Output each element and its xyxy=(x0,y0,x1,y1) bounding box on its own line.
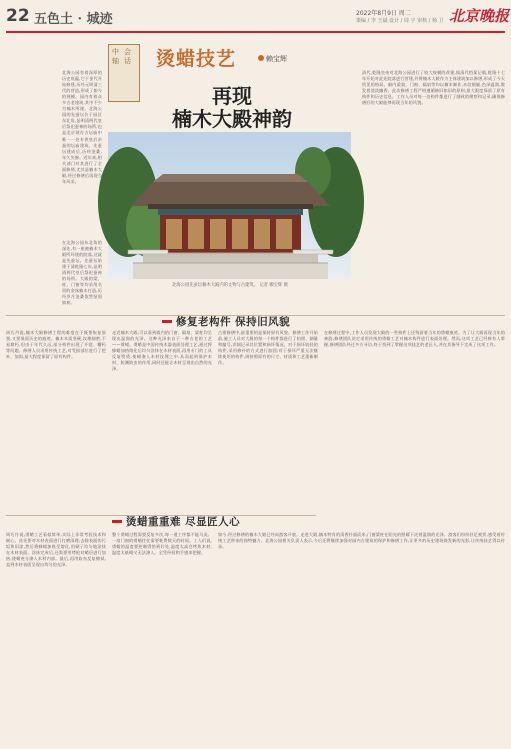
column-g-text: 周巧丹说,烫蜡工艺看似简单,实际上非常考验技术和耐心。首先要对木材表面进行打磨清理,去除表面的污垢和旧漆,然后将蜂蜡加热至熔化,用刷子均匀地涂抹在木材表面。涂抹完成后,还需要用烤枪对蜡层进行加热,使蜡充分渗入木材内部。最后,再用软布反复擦拭,直到木材表面呈现出均匀的光泽。 xyxy=(6,532,106,568)
page-number: 22 xyxy=(6,6,30,26)
column-b-text: 在北海公园东北角的深处,有一座被楠木大殿所环绕的院落,这就是先蚕坛。先蚕坛始建于清乾隆七年,是明清两代皇后祭祀蚕神的场所。大殿的梁、柱、门窗等均采用名贵的金丝楠木打造,历经岁月沧桑依然坚固如初。 xyxy=(62,240,102,306)
column-tag-line1: 中轴 xyxy=(112,48,119,65)
headline-line2: 楠木大殿神韵 xyxy=(172,107,292,131)
column-c-text: 周巧丹说,楠木大殿修缮工程的难度在于既要恢复原貌,又要保留历史的痕迹。楠木木质坚硬,纹理细密,不易腐朽,但由于年代久远,部分构件出现了开裂、糟朽等问题。修缮人员采用传统工艺,对受损部位进行了挖补、加固,最大程度保留了原有构件。 xyxy=(6,330,106,360)
article-column-i xyxy=(218,532,505,744)
column-i-text: 如今,经过修缮的楠木大殿已经向游客开放。走进大殿,楠木特有的清香扑面而来,门窗梁柱在阳光的照耀下泛着温润的光泽。游客们纷纷驻足观赏,感受着传统工艺带来的独特魅力。北海公园相关负责人表示,今后还将继续加强对园内古建筑的保护和修缮工作,让更多的历史建筑焕发新的光彩,让传统技艺得以传承。 xyxy=(218,532,505,550)
reporter-icon xyxy=(258,55,264,61)
article-column-d xyxy=(112,330,212,500)
article-column-a xyxy=(62,70,102,240)
header-rule xyxy=(6,31,505,33)
column-tag-line2: 会话 xyxy=(124,48,131,65)
headline-line1: 再现 xyxy=(212,84,252,108)
temple-hall-illustration xyxy=(108,132,351,279)
column-d-text: 走近楠木大殿,可以看到殿内的门窗、隔扇、梁柱均呈现出温润的光泽。这种光泽来自于一种古老的工艺——烫蜡。烫蜡是中国传统木器表面处理工艺,通过将蜂蜡加热熔化后均匀涂抹在木材表面,再用专门的工具反复熨烫,使蜡渗入木材纹理之中,从而起到保护木材、防潮防虫的作用,同时还能让木材呈现出自然的光泽。 xyxy=(112,330,212,372)
article-column-e xyxy=(218,330,318,500)
article-column-h xyxy=(112,532,212,744)
staff-line: 策编 / 李 王斌 设计 / 周 宇 审核 / 杨 卫 xyxy=(356,18,444,24)
section-title: 五色土 · 城迹 xyxy=(34,12,113,27)
reporter-name: 赖宝辉 xyxy=(266,55,287,63)
column-right-text: 清代,乾隆皇帝对北海公园进行了较大规模的改建,据清代档案记载,乾隆十七年开始对此处院落进行营建,并将楠木大殿作为主体建筑加以修缮,形成了今天所见的格局。殿内梁架、门窗、隔扇等均以楠木制作,木纹细腻,色泽温润,散发着淡淡幽香。此次修缮工程严格遵循修旧如旧的原则,最大限度保留了原有构件和历史信息。工作人员对每一处构件都进行了细致的勘察和记录,确保修缮后的大殿能够再现当年的风貌。 xyxy=(362,70,505,106)
date-line: 2022年8月9日 周二 xyxy=(356,10,411,17)
article-column-f xyxy=(324,330,505,500)
article-column-c xyxy=(6,330,106,500)
page-header xyxy=(0,0,511,34)
article-column-right xyxy=(362,70,505,298)
subhead-2: 烫蜡重重难 尽显匠人心 xyxy=(126,516,241,528)
column-h-text: 整个烫蜡过程需要反复多次,每一道工序都不能马虎。一扇门窗的烫蜡往往需要耗费数天的时间。工人们说,烫蜡的温度要控制得恰到好处,温度太高会烤焦木材,温度太低蜡又无法渗入。全凭经验和手感来把握。 xyxy=(112,532,212,556)
article-column-g xyxy=(6,532,106,744)
column-e-text: 古建修缮中,最重要的是保持原有风貌。修缮工作开始前,施工人员对大殿的每一个构件都进行了拍照、测量和编号,详细记录其位置和损坏情况。对于损坏较轻的构件,采用修补的方式进行加固;对于损坏严重无法继续使用的构件,则按照原有的尺寸、材质和工艺重新制作。 xyxy=(218,330,318,366)
subhead-1: 修复老构件 保持旧风貌 xyxy=(176,316,291,328)
feature-kicker: 烫蜡技艺 xyxy=(156,48,237,70)
article-column-b xyxy=(62,240,102,306)
photo-caption: 北海公园先蚕坛楠木大殿内的文物与古建筑。 记者 赖宝辉 摄 xyxy=(172,283,288,288)
feature-photo xyxy=(108,132,351,279)
newspaper-logo: 北京晚报 xyxy=(449,7,510,25)
subhead-ornament-2 xyxy=(112,520,122,523)
column-f-text: 在修缮过程中,工作人员发现大殿的一些构件上还残留着当年的烫蜡痕迹。为了让大殿再现当年的神韵,修缮团队决定采用传统的烫蜡工艺对楠木构件进行表面处理。然而,这项工艺已经鲜有人掌握,修缮团队经过多方寻访,终于找到了掌握这项技艺的老匠人,并在其指导下完成了这项工作。 xyxy=(324,330,505,348)
column-a-text: 北海公园有着深厚的历史底蕴,它于金代开始修建,历经元明清三代的营造,形成了如今的规模。园内有着众多古老建筑,其中不少为楠木所建。北海公园的先蚕坛位于园区东北角,是明清两代皇后祭祀蚕神的场所,也是北京现存古坛庙中唯一一处专供皇后亲蚕的坛庙建筑。先蚕坛建成后,历经沧桑,年久失修。近年来,相关部门对其进行了全面修缮,尤其是楠木大殿,经过修缮后再现当年风采。 xyxy=(62,70,102,184)
subhead-ornament xyxy=(162,320,172,323)
